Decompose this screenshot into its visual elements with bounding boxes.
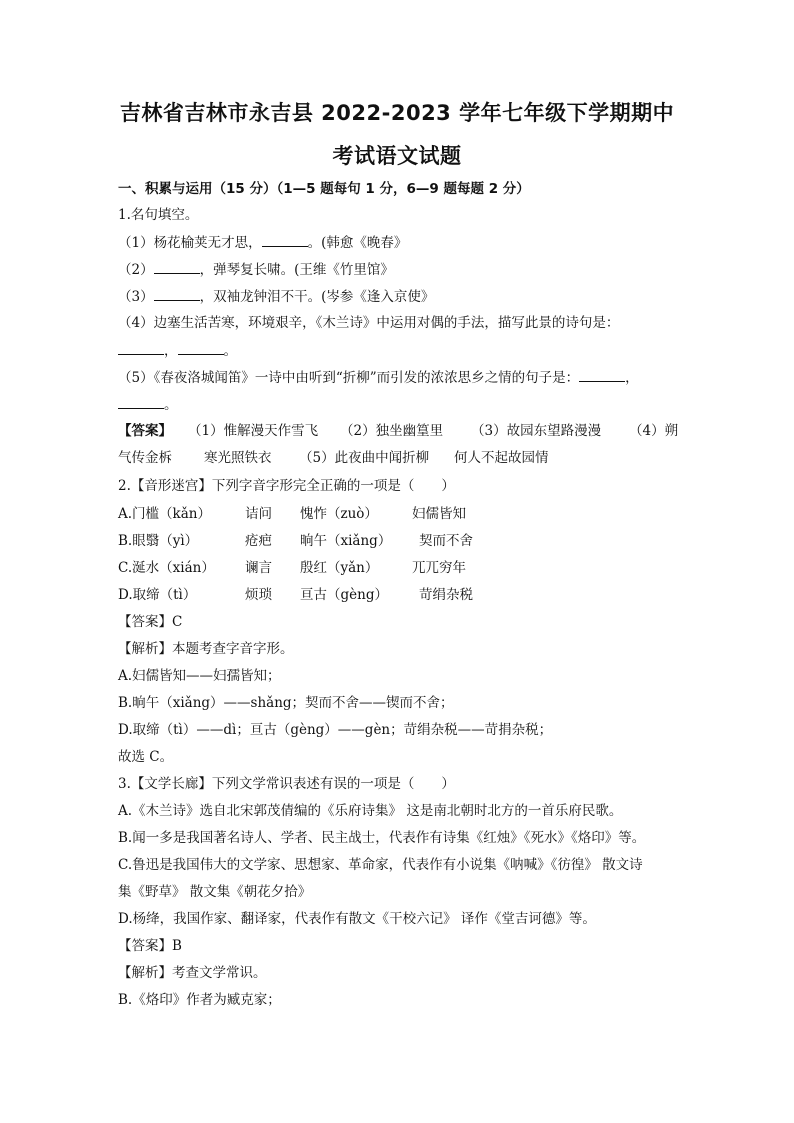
q2-option-b: [118, 533, 473, 549]
answer-blank[interactable]: [118, 396, 164, 409]
option-cell: B.眼翳（yì）: [118, 533, 199, 549]
q3-option-b: B.闻一多是我国著名诗人、学者、民主战士，代表作有诗集《红烛》《死水》《烙印》等。: [118, 830, 646, 846]
q1-answer-3: （3）故园东望路漫漫: [471, 423, 602, 439]
option-cell: 烦琐: [245, 587, 272, 603]
option-cell: 苛绢杂税: [419, 587, 473, 603]
option-cell: 晌午（xiǎng）: [300, 533, 392, 549]
separator: ，: [625, 370, 639, 386]
q1-item3-pre: （3）: [118, 289, 154, 305]
q1-item3-post: ，双袖龙钟泪不干。(岑参《逢入京使》: [199, 289, 435, 305]
option-cell: 兀兀穷年: [412, 560, 466, 576]
q2-exp-a: A.妇儒皆知——妇孺皆知；: [118, 668, 281, 684]
option-cell: 殷红（yǎn）: [300, 560, 379, 576]
q2-answer: 【答案】C: [118, 614, 183, 630]
q1-stem: 1.名句填空。: [118, 207, 199, 223]
q3-option-c-line1: C.鲁迅是我国伟大的文学家、思想家、革命家，代表作有小说集《呐喊》《彷徨》 散文诗: [118, 857, 643, 873]
q3-option-c-line2: 集《野草》 散文集《朝花夕拾》: [118, 884, 312, 900]
option-cell: 谰言: [245, 560, 272, 576]
answer-label: 【答案】: [118, 423, 172, 439]
option-cell: 疮疤: [245, 533, 272, 549]
q3-option-d: D.杨绛，我国作家、翻译家，代表作有散文《干校六记》 译作《堂吉诃德》等。: [118, 911, 596, 927]
answer-blank[interactable]: [154, 288, 200, 301]
option-cell: 愧怍（zuò）: [300, 506, 378, 522]
q1-item5-blanks: [118, 396, 178, 413]
answer-blank[interactable]: [154, 261, 200, 274]
terminator: 。: [223, 343, 237, 359]
q3-exp-b: B.《烙印》作者为臧克家；: [118, 992, 281, 1008]
option-cell: 妇儒皆知: [412, 506, 466, 522]
q2-option-d: [118, 587, 473, 603]
q3-option-a: A.《木兰诗》选自北宋郭茂倩编的《乐府诗集》 这是南北朝时北方的一首乐府民歌。: [118, 803, 623, 819]
q1-answer-line1: [118, 423, 679, 439]
q2-conclusion: 故选 C。: [118, 749, 174, 765]
q2-exp-b: B.晌午（xiǎng）——shǎng；契而不舍——锲而不舍；: [118, 695, 454, 711]
q3-answer: 【答案】B: [118, 938, 182, 954]
q1-item1-post: 。(韩愈《晚春》: [307, 235, 408, 251]
q1-item4-blanks: [118, 342, 237, 359]
q2-option-a: [118, 506, 466, 522]
q1-answer-4b: 气传金柝: [118, 450, 172, 466]
q2-stem: 2.【音形迷宫】下列字音字形完全正确的一项是（ ）: [118, 478, 455, 494]
q3-stem: 3.【文学长廊】下列文学常识表述有误的一项是（ ）: [118, 776, 455, 792]
page-title-line2: 考试语文试题: [332, 144, 462, 168]
page-title-line1: 吉林省吉林市永吉县 2022-2023 学年七年级下学期期中: [119, 101, 675, 125]
section1-heading: 一、积累与运用（15 分）（1—5 题每句 1 分，6—9 题每题 2 分）: [118, 181, 530, 197]
answer-blank[interactable]: [579, 369, 625, 382]
q1-item5-text: （5）《春夜洛城闻笛》一诗中由听到“折柳”而引发的浓浓思乡之情的句子是：: [118, 370, 580, 386]
q1-item2-pre: （2）: [118, 262, 154, 278]
q1-item2: [118, 261, 394, 278]
option-cell: 诘问: [245, 506, 272, 522]
option-cell: C.涎水（xián）: [118, 560, 215, 576]
option-cell: 契而不舍: [419, 533, 473, 549]
q2-analysis-label: 【解析】本题考查字音字形。: [118, 641, 294, 657]
option-cell: A.门槛（kǎn）: [118, 506, 211, 522]
q1-answer-2: （2）独坐幽篁里: [340, 423, 444, 439]
q1-item4: （4）边塞生活苦寒，环境艰辛，《木兰诗》中运用对偶的手法，描写此景的诗句是：: [118, 315, 620, 331]
q1-item5: [118, 369, 639, 386]
q1-item1-pre: （1）杨花榆荚无才思，: [118, 235, 262, 251]
answer-blank[interactable]: [178, 342, 224, 355]
option-cell: D.取缔（tì）: [118, 587, 197, 603]
q3-analysis-label: 【解析】考查文学常识。: [118, 965, 267, 981]
q1-answer-1: （1）惟解漫天作雪飞: [188, 423, 319, 439]
q1-answer-5: （5）此夜曲中闻折柳: [299, 450, 430, 466]
option-cell: 亘古（gèng）: [300, 587, 388, 603]
q1-answer-4: （4）朔: [629, 423, 679, 439]
q1-answer-5b: 何人不起故园情: [454, 450, 549, 466]
q1-answer-4c: 寒光照铁衣: [204, 450, 272, 466]
terminator: 。: [164, 397, 178, 413]
q1-answer-line2: [118, 450, 549, 466]
answer-blank[interactable]: [262, 234, 308, 247]
answer-blank[interactable]: [118, 342, 164, 355]
q1-item2-post: ，弹琴复长啸。(王维《竹里馆》: [199, 262, 394, 278]
separator: ，: [164, 343, 178, 359]
q1-item3: [118, 288, 434, 305]
q2-exp-d: D.取缔（tì）——dì；亘古（gèng）——gèn；苛绢杂税——苛捐杂税；: [118, 722, 553, 738]
q2-option-c: [118, 560, 466, 576]
q1-item1: [118, 234, 407, 251]
